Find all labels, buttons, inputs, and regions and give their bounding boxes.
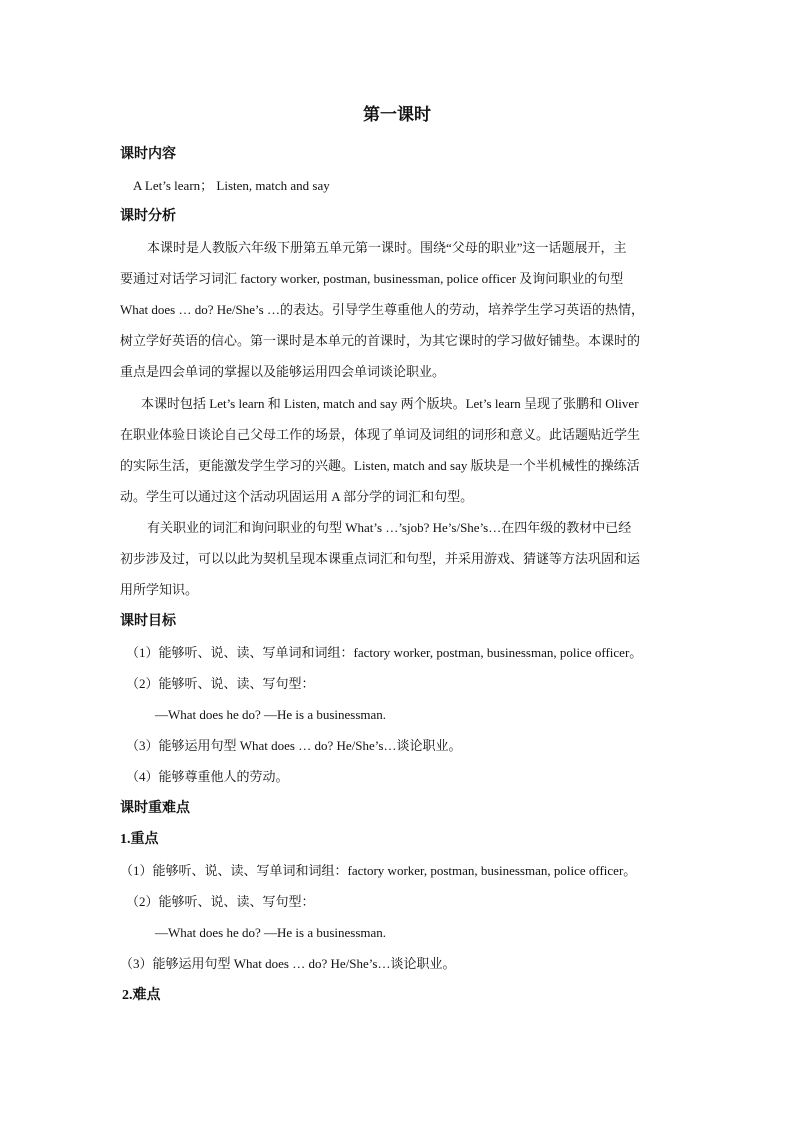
- page-title: 第一课时: [363, 105, 431, 124]
- content-heading: 课时内容: [120, 147, 176, 162]
- content-line: A Let’s learn； Listen, match and say: [133, 178, 330, 193]
- goal-item: （1）能够听、说、读、写单词和词组：factory worker, postman, businessman, police officer。: [126, 645, 643, 660]
- analysis-p1-line: 要通过对话学习词汇 factory worker, postman, businessman, police officer 及询问职业的句型: [120, 271, 624, 286]
- key-heading: 课时重难点: [120, 801, 190, 816]
- key1-heading: 1.重点: [120, 832, 159, 847]
- analysis-p2-line: 的实际生活，更能激发学生学习的兴趣。Listen, match and say 版块是一个半机械性的操练活: [120, 458, 640, 473]
- analysis-p2-line: 动。学生可以通过这个活动巩固运用 A 部分学的词汇和句型。: [120, 489, 474, 504]
- goals-heading: 课时目标: [120, 614, 176, 629]
- analysis-p3-line: 用所学知识。: [120, 582, 199, 597]
- key1-item: —What does he do? —He is a businessman.: [155, 925, 387, 940]
- goal-item: —What does he do? —He is a businessman.: [155, 707, 387, 722]
- analysis-p2-line: 在职业体验日谈论自己父母工作的场景，体现了单词及词组的词形和意义。此话题贴近学生: [120, 427, 641, 442]
- analysis-p1-line: 本课时是人教版六年级下册第五单元第一课时。围绕“父母的职业”这一话题展开，主: [147, 240, 627, 255]
- key1-item: （2）能够听、说、读、写句型：: [126, 894, 315, 909]
- goal-item: （4）能够尊重他人的劳动。: [126, 769, 289, 784]
- analysis-p3-line: 初步涉及过，可以以此为契机呈现本课重点词汇和句型，并采用游戏、猜谜等方法巩固和运: [120, 551, 641, 566]
- goal-item: （2）能够听、说、读、写句型：: [126, 676, 315, 691]
- analysis-p1-line: 树立学好英语的信心。第一课时是本单元的首课时，为其它课时的学习做好铺垫。本课时的: [120, 333, 641, 348]
- key1-item: （3）能够运用句型 What does … do? He/She’s…谈论职业。: [120, 956, 456, 971]
- goal-item: （3）能够运用句型 What does … do? He/She’s…谈论职业。: [126, 738, 462, 753]
- key1-item: （1）能够听、说、读、写单词和词组：factory worker, postman, businessman, police officer。: [120, 863, 637, 878]
- analysis-p2-line: 本课时包括 Let’s learn 和 Listen, match and say 两个版块。Let’s learn 呈现了张鹏和 Oliver: [141, 396, 639, 411]
- key2-heading: 2.难点: [122, 988, 161, 1003]
- analysis-p1-line: 重点是四会单词的掌握以及能够运用四会单词谈论职业。: [120, 364, 446, 379]
- analysis-p3-line: 有关职业的词汇和询问职业的句型 What’s …’sjob? He’s/She’s…在四年级的教材中已经: [147, 520, 632, 535]
- analysis-heading: 课时分析: [120, 209, 176, 224]
- analysis-p1-line: What does … do? He/She’s …的表达。引导学生尊重他人的劳动，培养学生学习英语的热情，: [120, 302, 644, 317]
